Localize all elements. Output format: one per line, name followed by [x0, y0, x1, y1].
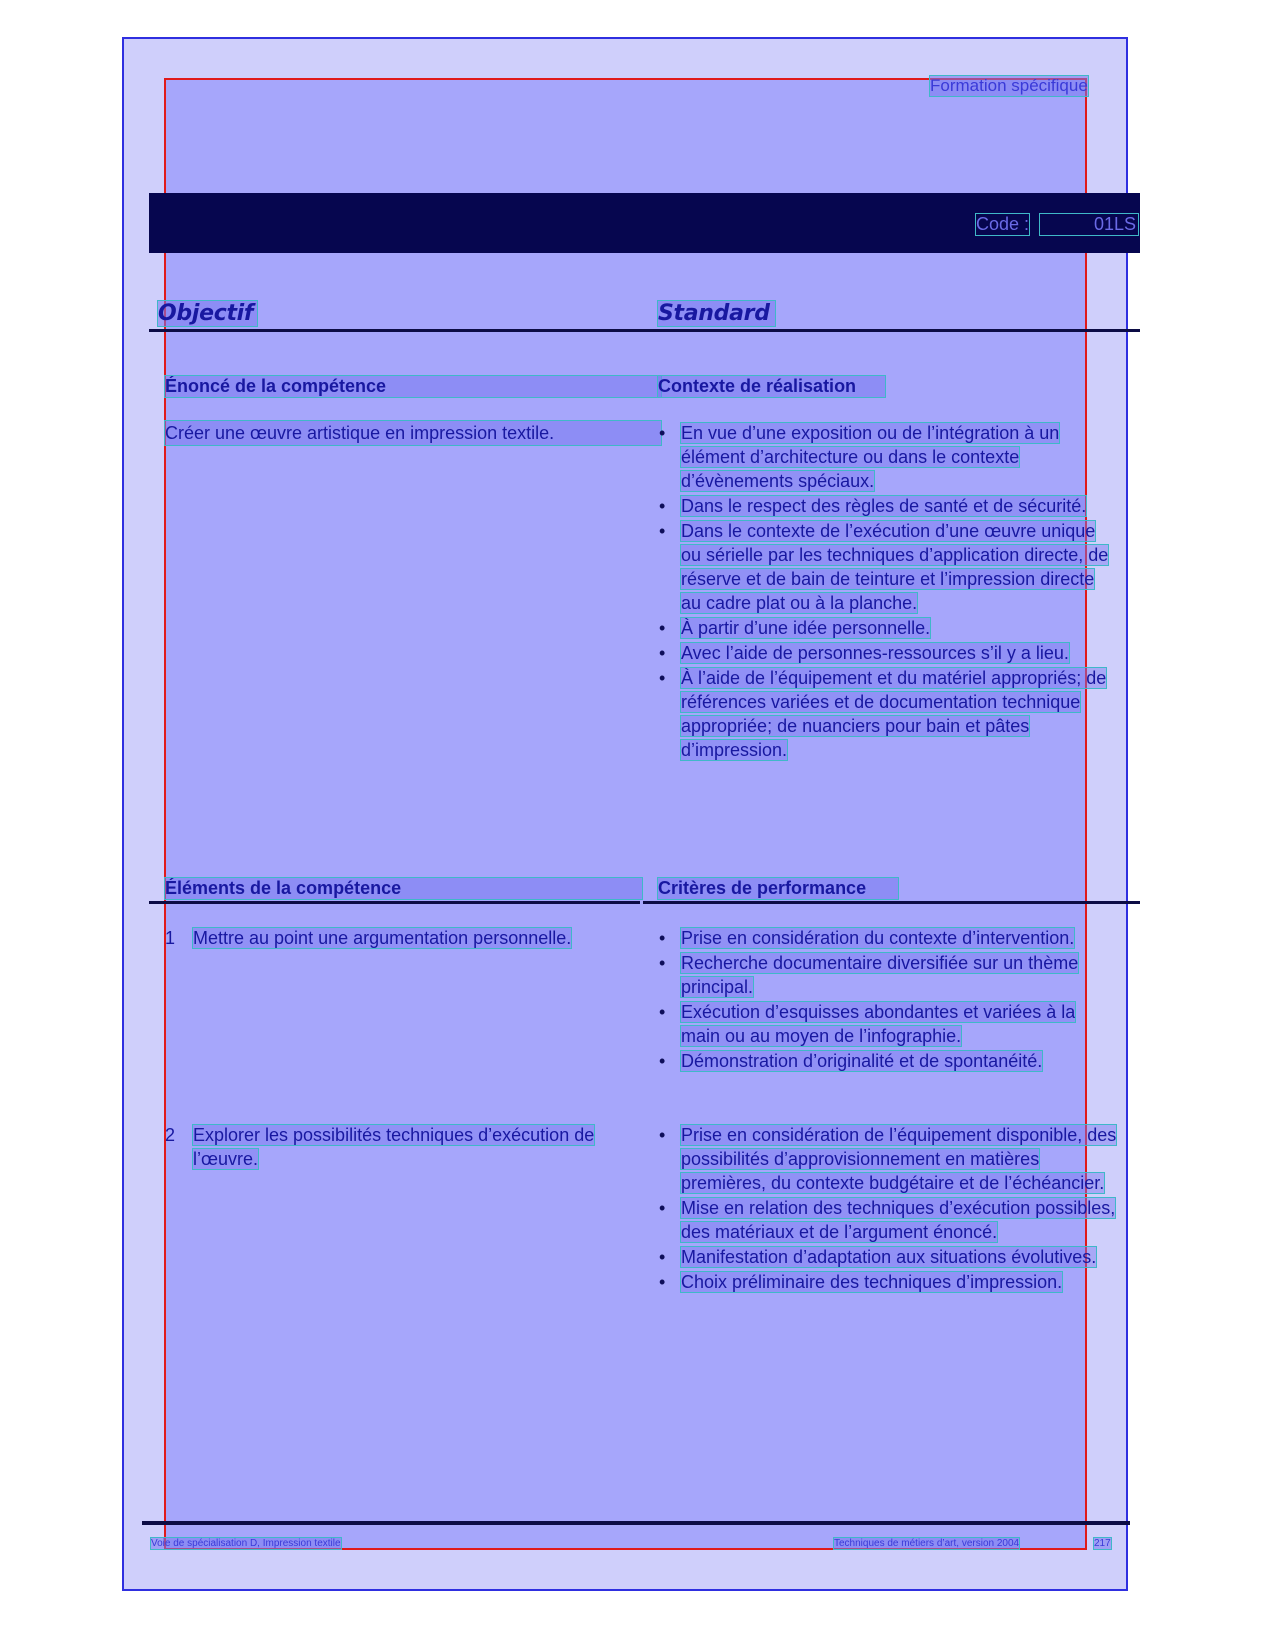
page-number: 217 — [1094, 1538, 1111, 1549]
context-list — [657, 421, 1112, 762]
element-text: Mettre au point une argumentation personnelle. — [193, 928, 572, 948]
list-item: • Prise en considération de l’équipement disponible, des possibilités d’approvisionnement en matières premières, du contexte budgétaire et de l’échéancier. — [657, 1123, 1122, 1195]
page-content-panel — [164, 78, 1087, 1550]
element-row-2 — [165, 1123, 635, 1171]
list-item: • Manifestation d’adaptation aux situations évolutives. — [657, 1245, 1122, 1269]
list-item: • Exécution d’esquisses abondantes et variées à la main ou au moyen de l’infographie. — [657, 1000, 1113, 1048]
elements-divider-right — [643, 901, 1140, 904]
list-item: • Démonstration d’originalité et de spontanéité. — [657, 1049, 1113, 1073]
competence-heading: Énoncé de la compétence — [165, 376, 661, 397]
list-item: • Choix préliminaire des techniques d’impression. — [657, 1270, 1122, 1294]
header-divider — [149, 329, 1140, 332]
criteria-list-1 — [657, 926, 1113, 1073]
column-title-objective: Objectif — [158, 301, 257, 326]
list-item: • À partir d’une idée personnelle. — [657, 616, 1112, 640]
element-row-1 — [165, 926, 635, 950]
list-item: • Avec l’aide de personnes-ressources s’il y a lieu. — [657, 641, 1112, 665]
competence-statement: Créer une œuvre artistique en impression textile. — [165, 421, 661, 445]
list-item: • Dans le contexte de l’exécution d’une œuvre unique ou sérielle par les techniques d’application directe, de réserve et de bain de teinture et l’impression directe au cadre plat ou à la planche. — [657, 519, 1112, 615]
list-item: • Recherche documentaire diversifiée sur un thème principal. — [657, 951, 1113, 999]
code-value: 01LS — [1040, 214, 1138, 235]
context-heading: Contexte de réalisation — [658, 376, 885, 397]
element-text: Explorer les possibilités techniques d’exécution de l’œuvre. — [193, 1125, 595, 1169]
list-item: • Prise en considération du contexte d’intervention. — [657, 926, 1113, 950]
element-number: 1 — [165, 928, 176, 948]
criteria-list-2 — [657, 1123, 1122, 1294]
column-title-standard: Standard — [658, 301, 775, 326]
section-label: Formation spécifique — [930, 76, 1088, 95]
footer-divider — [142, 1521, 1130, 1525]
footer-left-text: Voie de spécialisation D, Impression textile — [151, 1538, 341, 1549]
list-item: • À l’aide de l’équipement et du matériel appropriés; de références variées et de documentation technique appropriée; de nuanciers pour bain et pâtes d’impression. — [657, 666, 1112, 762]
elements-heading: Éléments de la compétence — [165, 878, 642, 899]
elements-divider-left — [149, 901, 640, 904]
code-label: Code : — [976, 214, 1030, 234]
list-item: • Dans le respect des règles de santé et de sécurité. — [657, 494, 1112, 518]
list-item: • Mise en relation des techniques d’exécution possibles, des matériaux et de l’argument énoncé. — [657, 1196, 1122, 1244]
list-item: • En vue d’une exposition ou de l’intégration à un élément d’architecture ou dans le contexte d’évènements spéciaux. — [657, 421, 1112, 493]
criteria-heading: Critères de performance — [658, 878, 898, 899]
footer-right-text: Techniques de métiers d’art, version 2004 — [834, 1538, 1020, 1549]
element-number: 2 — [165, 1125, 176, 1145]
